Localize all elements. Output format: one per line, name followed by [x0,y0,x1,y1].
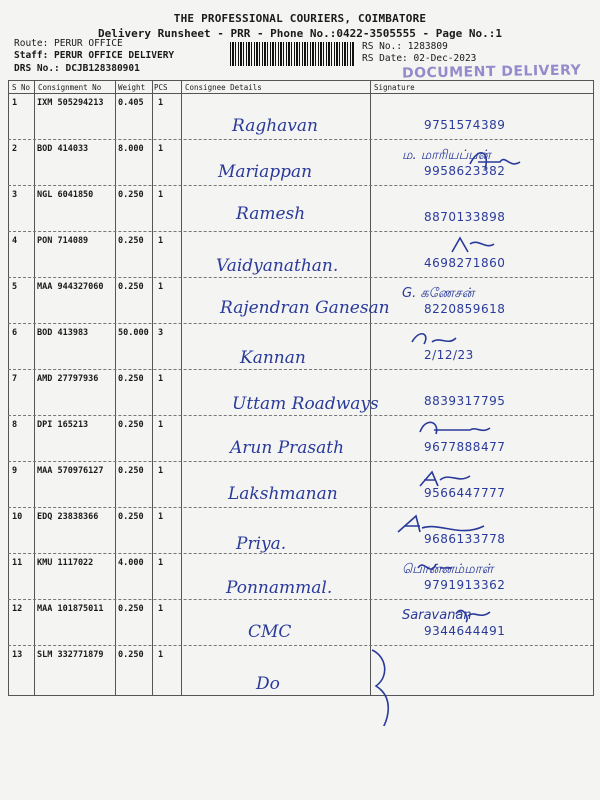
document-delivery-stamp: DOCUMENT DELIVERY [401,62,582,82]
signature-scribble [0,646,600,726]
consignee-name: Ponnammal. [226,578,333,598]
consignment-number: KMU 1117022 [37,558,94,568]
consignment-number: SLM 332771879 [37,650,104,660]
serial-number: 3 [12,190,18,200]
pieces-count: 1 [158,558,164,568]
pieces-count: 3 [158,328,164,338]
staff-label: Staff: PERUR OFFICE DELIVERY [14,50,175,61]
signature-phone: 4698271860 [424,256,506,270]
serial-number: 11 [12,558,23,568]
consignee-name: CMC [248,622,292,642]
serial-number: 6 [12,328,18,338]
pieces-count: 1 [158,144,164,154]
barcode [230,42,354,66]
consignment-number: NGL 6041850 [37,190,94,200]
signature-phone: 9677888477 [424,440,506,454]
pieces-count: 1 [158,282,164,292]
signature-phone: 8870133898 [424,210,506,224]
consignee-name: Lakshmanan [228,484,338,504]
signature-scribble [0,186,600,266]
signature-text: ம. மாரியப்பன் [402,148,491,163]
signature-phone: 8220859618 [424,302,506,316]
signature-text: G. கணேசன் [402,286,475,301]
pieces-count: 1 [158,650,164,660]
consignee-name: Rajendran Ganesan [220,298,390,318]
company-title: THE PROFESSIONAL COURIERS, COIMBATORE [173,12,427,25]
weight-value: 0.250 [118,604,144,614]
route-label: Route: PERUR OFFICE [14,38,123,49]
serial-number: 8 [12,420,18,430]
serial-number: 4 [12,236,18,246]
rs-number: RS No.: 1283809 [362,41,448,52]
consignee-name: Arun Prasath [230,438,345,458]
header-sno: S No [12,83,31,92]
weight-value: 4.000 [118,558,144,568]
signature-phone: 9958623382 [424,164,506,178]
serial-number: 2 [12,144,18,154]
serial-number: 1 [12,98,18,108]
runsheet-subtitle: Delivery Runsheet - PRR - Phone No.:0422-3505555 - Page No.:1 [98,27,502,40]
signature-phone: 9344644491 [424,624,506,638]
signature-phone: 9751574389 [424,118,506,132]
consignment-number: IXM 505294213 [37,98,104,108]
weight-value: 0.250 [118,236,144,246]
serial-number: 12 [12,604,23,614]
signature-scribble [0,278,600,358]
serial-number: 13 [12,650,23,660]
consignment-number: DPI 165213 [37,420,89,430]
consignee-name: Vaidyanathan. [216,256,339,276]
consignee-name: Priya. [236,534,287,554]
signature-phone: 9791913362 [424,578,506,592]
signature-scribble [0,94,600,174]
signature-text: Saravanan [402,608,472,623]
pieces-count: 1 [158,98,164,108]
weight-value: 0.250 [118,374,144,384]
serial-number: 9 [12,466,18,476]
serial-number: 5 [12,282,18,292]
drs-number: DRS No.: DCJB128380901 [14,63,140,74]
serial-number: 7 [12,374,18,384]
weight-value: 0.250 [118,466,144,476]
consignment-number: EDQ 23838366 [37,512,99,522]
header-pcs: PCS [154,83,168,92]
signature-phone: 8839317795 [424,394,506,408]
pieces-count: 1 [158,512,164,522]
consignee-name: Raghavan [232,116,318,136]
weight-value: 0.405 [118,98,144,108]
weight-value: 8.000 [118,144,144,154]
signature-phone: 9686133778 [424,532,506,546]
consignee-name: Ramesh [236,204,306,224]
consignment-number: MAA 101875011 [37,604,104,614]
consignment-number: MAA 944327060 [37,282,104,292]
header-weight: Weight [118,83,146,92]
weight-value: 0.250 [118,650,144,660]
weight-value: 0.250 [118,282,144,292]
signature-phone: 9566447777 [424,486,506,500]
rs-date: RS Date: 02-Dec-2023 [362,53,477,64]
pieces-count: 1 [158,466,164,476]
pieces-count: 1 [158,604,164,614]
signature-phone: 2/12/23 [424,348,474,362]
consignment-number: PON 714089 [37,236,89,246]
pieces-count: 1 [158,420,164,430]
pieces-count: 1 [158,374,164,384]
header-consignee: Consignee Details [185,83,262,92]
weight-value: 0.250 [118,190,144,200]
weight-value: 50.000 [118,328,149,338]
weight-value: 0.250 [118,420,144,430]
consignment-number: BOD 414033 [37,144,89,154]
serial-number: 10 [12,512,23,522]
signature-scribble [0,554,600,634]
consignment-number: MAA 570976127 [37,466,104,476]
consignee-name: Mariappan [218,162,313,182]
consignment-number: AMD 27797936 [37,374,99,384]
pieces-count: 1 [158,190,164,200]
pieces-count: 1 [158,236,164,246]
consignee-name: Uttam Roadways [232,394,379,414]
consignee-name: Do [256,674,280,694]
weight-value: 0.250 [118,512,144,522]
signature-text: பொன்னம்மாள் [402,562,494,577]
header-consignment: Consignment No [38,83,102,92]
consignee-name: Kannan [240,348,306,368]
consignment-number: BOD 413983 [37,328,89,338]
header-signature: Signature [374,83,415,92]
